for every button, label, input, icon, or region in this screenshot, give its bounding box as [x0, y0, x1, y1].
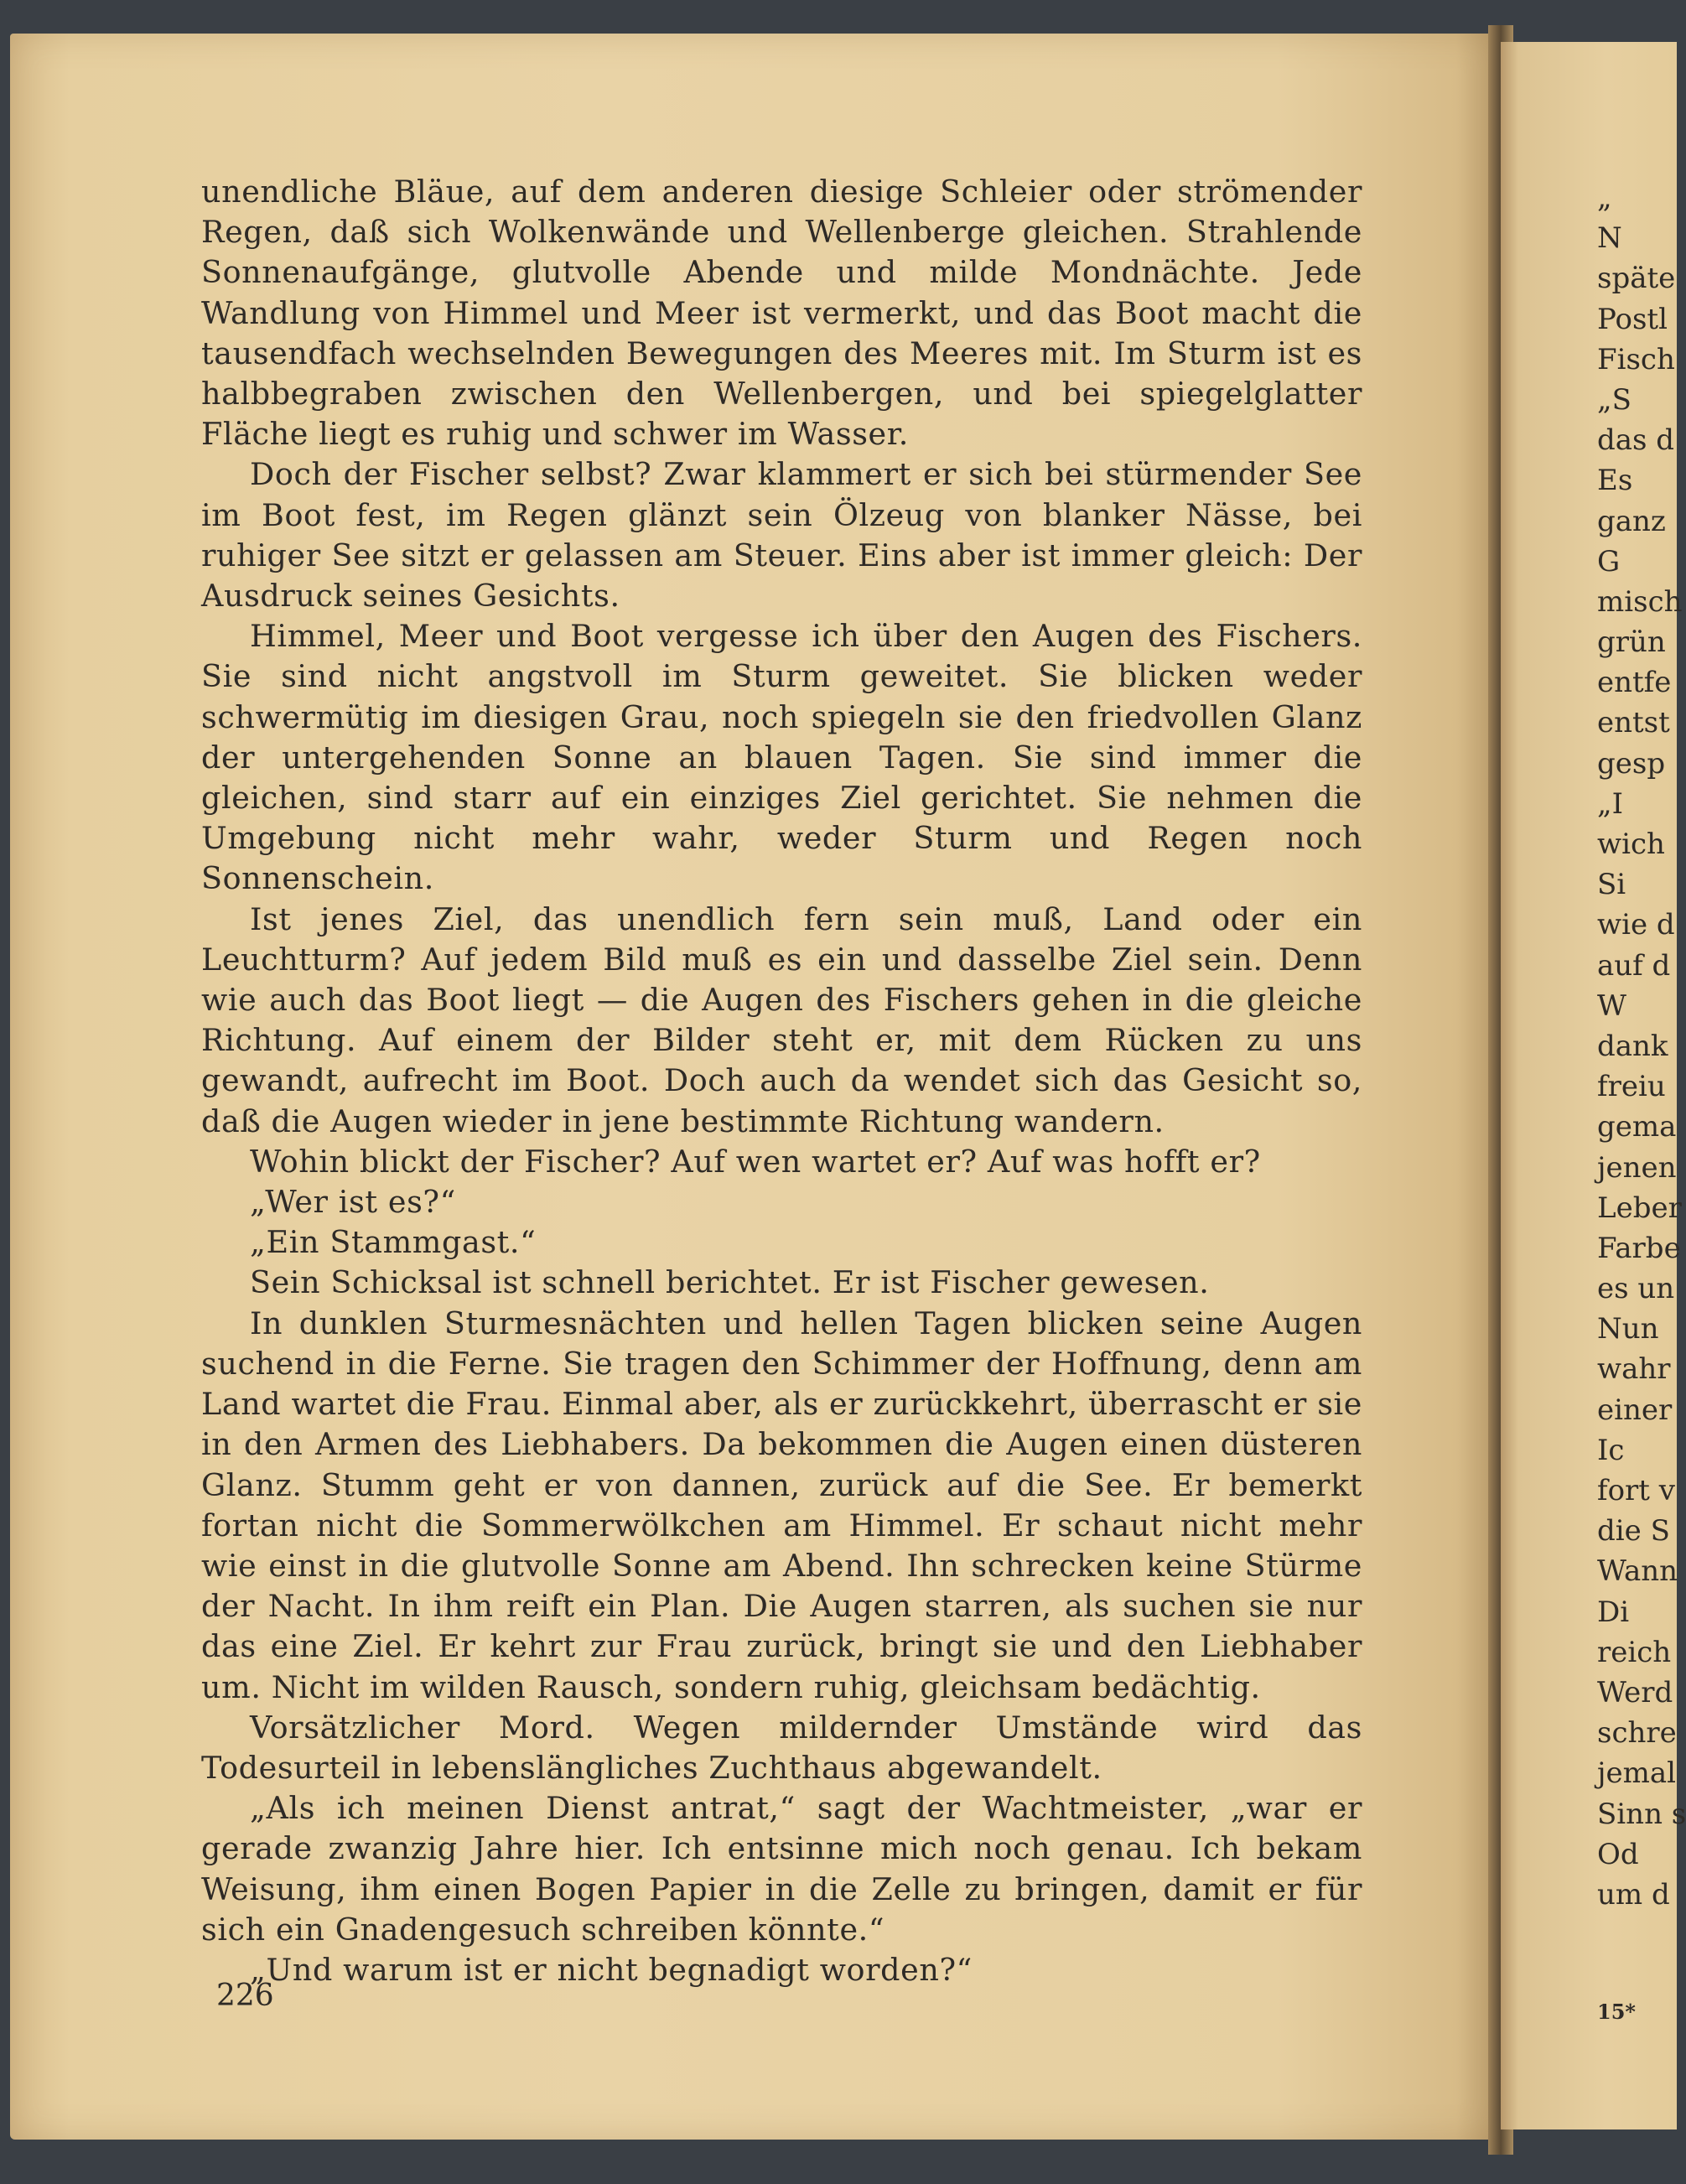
line-fragment: Di: [1597, 1595, 1630, 1629]
line-fragment: N: [1597, 221, 1622, 256]
line-fragment: Ic: [1597, 1433, 1625, 1467]
paragraph: Himmel, Meer und Boot vergesse ich über den Augen des Fischers. Sie sind nicht angstvoll im Sturm geweitet. Sie blicken weder schwermütig im diesigen Grau, noch spiegeln sie den friedvollen Glanz der untergehenden Sonne an blauen Tagen. Sie sind immer die gleichen, sind starr auf ein einziges Ziel gerichtet. Sie nehmen die Umgebung nicht mehr wahr, weder Sturm und Regen noch Sonnenschein.: [201, 618, 1362, 897]
line-fragment: fort v: [1597, 1474, 1675, 1507]
line-fragment: reich: [1597, 1635, 1672, 1669]
paragraph: Sein Schicksal ist schnell berichtet. Er ist Fischer gewesen.: [250, 1264, 1210, 1301]
line-fragment: wich: [1597, 827, 1665, 861]
line-fragment: Postl: [1597, 302, 1668, 336]
line-fragment: misch: [1597, 584, 1683, 619]
line-fragment: wie d: [1597, 908, 1675, 942]
line-fragment: „S: [1597, 382, 1632, 417]
line-fragment: um d: [1597, 1877, 1670, 1912]
right-page-text: [1597, 178, 1686, 1915]
line-fragment: Wann: [1597, 1554, 1678, 1589]
left-page-text: [201, 172, 1362, 1990]
line-fragment: dank: [1597, 1029, 1668, 1063]
line-fragment: entst: [1597, 706, 1670, 740]
dialogue-line: „Ein Stammgast.“: [250, 1224, 537, 1261]
line-fragment: Werd: [1597, 1675, 1673, 1709]
line-fragment: Leber: [1597, 1191, 1682, 1225]
line-fragment: freiu: [1597, 1070, 1666, 1104]
line-fragment: auf d: [1597, 948, 1671, 983]
line-fragment: jenen: [1597, 1150, 1677, 1185]
line-fragment: schre: [1597, 1716, 1677, 1751]
line-fragment: grün: [1597, 625, 1666, 660]
line-fragment: jemal: [1597, 1756, 1677, 1791]
line-fragment: „: [1597, 181, 1612, 215]
line-fragment: wahr: [1597, 1352, 1671, 1387]
paragraph: Vorsätzlicher Mord. Wegen mildernder Umstände wird das Todesurteil in lebenslängliches Zuchthaus abgewandelt.: [201, 1709, 1362, 1786]
line-fragment: einer: [1597, 1393, 1673, 1427]
line-fragment: gesp: [1597, 746, 1666, 781]
dialogue-line: „Und warum ist er nicht begnadigt worden?“: [250, 1951, 973, 1988]
paragraph: Ist jenes Ziel, das unendlich fern sein muß, Land oder ein Leuchtturm? Auf jedem Bild muß es ein und dasselbe Ziel sein. Denn wie auch das Boot liegt — die Augen des Fischers gehen in die gleiche Richtung. Auf einem der Bilder steht er, mit dem Rücken zu uns gewandt, aufrecht im Boot. Doch auch da wendet sich das Gesicht so, daß die Augen wieder in jene bestimmte Richtung wandern.: [201, 900, 1362, 1139]
line-fragment: späte: [1597, 262, 1676, 296]
paragraph: unendliche Bläue, auf dem anderen diesige Schleier oder strömender Regen, daß sich Wolkenwände und Wellenberge gleichen. Strahlende Sonnenaufgänge, glutvolle Abende und milde Mondnächte. Jede Wandlung von Himmel und Meer ist vermerkt, und das Boot macht die tausendfach wechselnden Bewegungen des Meeres mit. Im Sturm ist es halbbegraben zwischen den Wellenbergen, und bei spiegelglatter Fläche liegt es ruhig und schwer im Wasser.: [201, 174, 1362, 453]
page-number: 226: [216, 1979, 274, 2013]
line-fragment: Od: [1597, 1837, 1639, 1871]
paragraph: „Als ich meinen Dienst antrat,“ sagt der Wachtmeister, „war er gerade zwanzig Jahre hier. Ich entsinne mich noch genau. Ich bekam Weisung, ihm einen Bogen Papier in die Zelle zu bringen, damit er für sich ein Gnadengesuch schreiben könnte.“: [201, 1790, 1362, 1948]
line-fragment: Fisch: [1597, 342, 1675, 376]
line-fragment: Farbe: [1597, 1231, 1681, 1265]
paragraph: In dunklen Sturmesnächten und hellen Tagen blicken seine Augen suchend in die Ferne. Sie tragen den Schimmer der Hoffnung, denn am Land wartet die Frau. Einmal aber, als er zurückkehrt, überrascht er sie in den Armen des Liebhabers. Da bekommen die Augen einen düsteren Glanz. Stumm geht er von dannen, zurück auf die See. Er bemerkt fortan nicht die Sommerwölkchen am Himmel. Er schaut nicht mehr wie einst in die glutvolle Sonne am Abend. Ihn schrecken keine Stürme der Nacht. In ihm reift ein Plan. Die Augen starren, als suchen sie nur das eine Ziel. Er kehrt zur Frau zurück, bringt sie und den Liebhaber um. Nicht im wilden Rausch, sondern ruhig, gleichsam bedächtig.: [201, 1305, 1362, 1705]
paragraph: Wohin blickt der Fischer? Auf wen wartet er? Auf was hofft er?: [250, 1143, 1261, 1180]
line-fragment: die S: [1597, 1514, 1670, 1549]
line-fragment: es un: [1597, 1272, 1675, 1306]
signature-mark: 15*: [1597, 2000, 1636, 2024]
line-fragment: Nun: [1597, 1312, 1659, 1346]
line-fragment: „I: [1597, 786, 1624, 821]
line-fragment: entfe: [1597, 666, 1672, 700]
line-fragment: Sinn s: [1597, 1797, 1686, 1831]
paragraph: Doch der Fischer selbst? Zwar klammert er sich bei stürmender See im Boot fest, im Regen glänzt sein Ölzeug von blanker Nässe, bei ruhiger See sitzt er gelassen am Steuer. Eins aber ist immer gleich: Der Ausdruck seines Gesichts.: [201, 456, 1362, 615]
line-fragment: W: [1597, 988, 1626, 1023]
line-fragment: das d: [1597, 423, 1675, 458]
line-fragment: G: [1597, 544, 1621, 578]
line-fragment: Es: [1597, 464, 1633, 498]
line-fragment: Si: [1597, 868, 1626, 902]
line-fragment: ganz: [1597, 504, 1666, 538]
dialogue-line: „Wer ist es?“: [250, 1184, 456, 1221]
line-fragment: gema: [1597, 1110, 1677, 1144]
